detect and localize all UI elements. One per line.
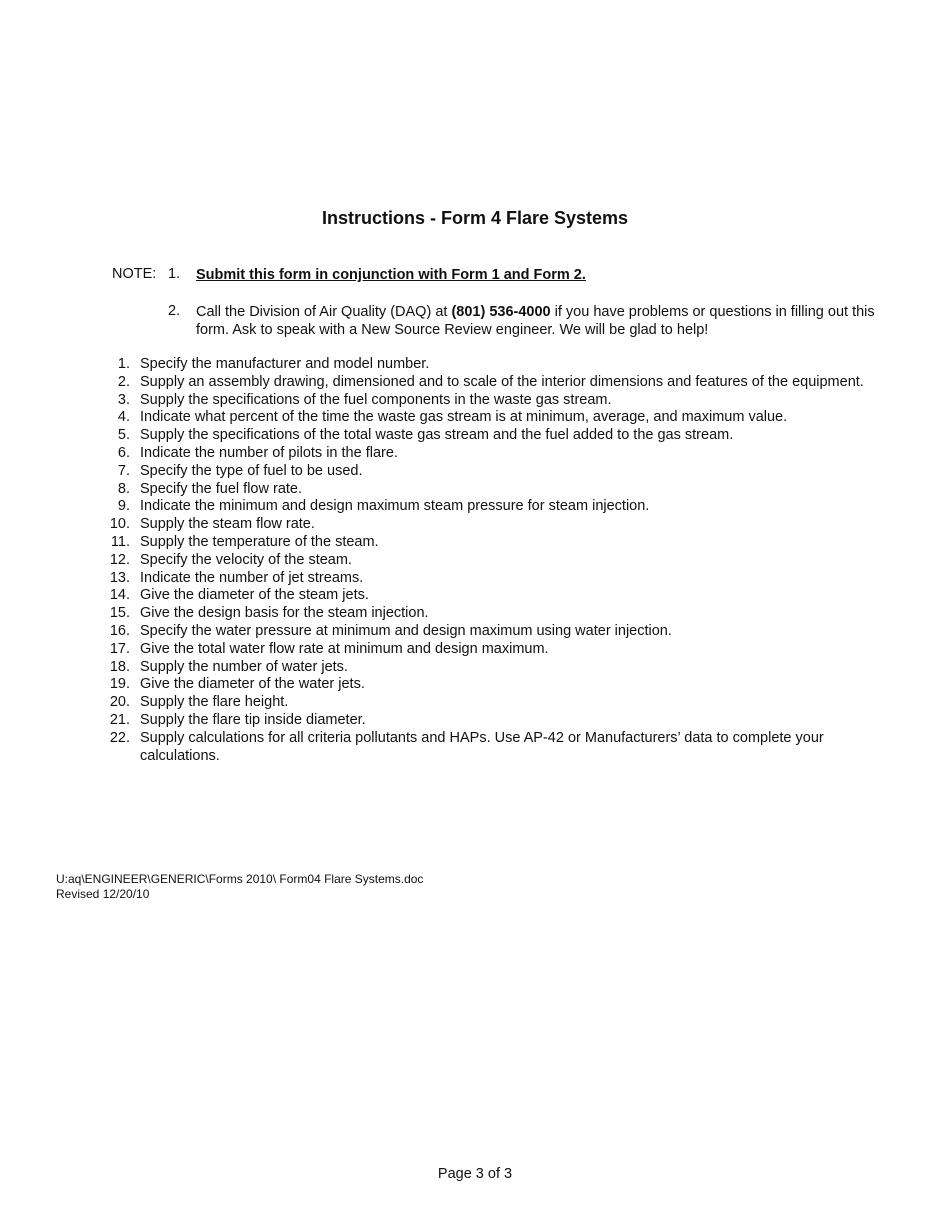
instruction-number: 1. (117, 356, 130, 372)
instruction-item (100, 409, 890, 427)
instructions-list (100, 356, 890, 765)
instruction-number: 19. (109, 676, 130, 693)
instruction-number: 5. (117, 427, 130, 444)
instruction-item (100, 463, 890, 481)
document-footer (56, 872, 423, 902)
instruction-item (100, 552, 890, 570)
instruction-text: Indicate the number of jet streams. (140, 569, 364, 586)
instruction-number: 3. (117, 391, 130, 408)
instruction-text: Specify the manufacturer and model number. (140, 356, 430, 372)
instruction-text: Supply the specifications of the total waste gas stream and the fuel added to the gas stream. (140, 427, 734, 444)
instruction-number: 10. (109, 516, 130, 533)
instruction-item (100, 481, 890, 499)
instruction-item (100, 445, 890, 463)
instruction-number: 4. (117, 409, 130, 426)
instruction-item (100, 498, 890, 516)
note-label: NOTE: (112, 266, 157, 282)
instruction-item (100, 356, 890, 374)
instruction-item (100, 623, 890, 641)
instruction-item (100, 392, 890, 410)
note-text-after: if you have problems or questions in filling out this form. Ask to speak with a New Source Review engineer. We will be glad to help! (196, 304, 875, 338)
daq-phone-number: (801) 536-4000 (451, 304, 551, 320)
instruction-item (100, 694, 890, 712)
instruction-text: Supply calculations for all criteria pollutants and HAPs. Use AP-42 or Manufacturers’ data to complete your calculations. (140, 729, 824, 764)
instruction-text: Supply the number of water jets. (140, 658, 348, 675)
instruction-text: Specify the type of fuel to be used. (140, 462, 363, 479)
page-number: Page 3 of 3 (437, 1166, 513, 1182)
page-title: Instructions - Form 4 Flare Systems (321, 208, 629, 228)
revision-date: Revised 12/20/10 (56, 887, 150, 901)
instruction-item (100, 605, 890, 623)
instruction-number: 18. (109, 658, 130, 675)
instruction-item (100, 516, 890, 534)
instruction-text: Supply an assembly drawing, dimensioned and to scale of the interior dimensions and features of the equipment. (140, 373, 864, 390)
instruction-text: Specify the water pressure at minimum and design maximum using water injection. (140, 622, 672, 639)
instruction-text: Supply the flare height. (140, 694, 289, 711)
instruction-number: 13. (109, 569, 130, 586)
instruction-number: 15. (109, 605, 130, 622)
instruction-item (100, 641, 890, 659)
instruction-text: Give the diameter of the water jets. (140, 676, 365, 693)
instruction-text: Give the diameter of the steam jets. (140, 587, 369, 604)
instruction-text: Specify the velocity of the steam. (140, 551, 352, 568)
instruction-number: 2. (117, 373, 130, 390)
instruction-number: 16. (109, 622, 130, 639)
note-item-contact-daq (196, 303, 896, 339)
note-item-number: 2. (168, 303, 181, 319)
instruction-item (100, 712, 890, 730)
instruction-item (100, 570, 890, 588)
instruction-text: Supply the temperature of the steam. (140, 533, 379, 550)
instruction-number: 22. (109, 729, 130, 746)
note-item-number: 1. (168, 266, 181, 282)
instruction-number: 8. (117, 480, 130, 497)
instruction-number: 21. (109, 711, 130, 728)
instruction-item (100, 587, 890, 605)
instruction-number: 11. (110, 533, 130, 550)
instruction-number: 20. (109, 694, 130, 711)
instruction-text: Indicate the minimum and design maximum steam pressure for steam injection. (140, 498, 650, 515)
instruction-number: 6. (117, 444, 130, 461)
note-item-submit-forms: Submit this form in conjunction with Form 1 and Form 2. (196, 267, 586, 283)
note-text-before: Call the Division of Air Quality (DAQ) at (196, 304, 452, 320)
instruction-number: 14. (109, 587, 130, 604)
instruction-number: 17. (109, 640, 130, 657)
instruction-text: Supply the steam flow rate. (140, 516, 315, 533)
instruction-text: Specify the fuel flow rate. (140, 480, 302, 497)
instruction-text: Supply the flare tip inside diameter. (140, 711, 366, 728)
instruction-text: Give the total water flow rate at minimum and design maximum. (140, 640, 549, 657)
instruction-text: Give the design basis for the steam injection. (140, 605, 429, 622)
file-path: U:aq\ENGINEER\GENERIC\Forms 2010\ Form04 Flare Systems.doc (56, 872, 424, 886)
instruction-item (100, 730, 890, 766)
instruction-item (100, 374, 890, 392)
instruction-text: Indicate the number of pilots in the flare. (140, 444, 398, 461)
instruction-item (100, 427, 890, 445)
instruction-text: Supply the specifications of the fuel components in the waste gas stream. (140, 391, 612, 408)
instruction-item (100, 676, 890, 694)
instruction-item (100, 534, 890, 552)
instruction-number: 7. (117, 462, 130, 479)
instruction-number: 9. (117, 498, 130, 515)
instruction-number: 12. (109, 551, 130, 568)
instruction-text: Indicate what percent of the time the waste gas stream is at minimum, average, and maximum value. (140, 409, 788, 426)
instruction-item (100, 659, 890, 677)
